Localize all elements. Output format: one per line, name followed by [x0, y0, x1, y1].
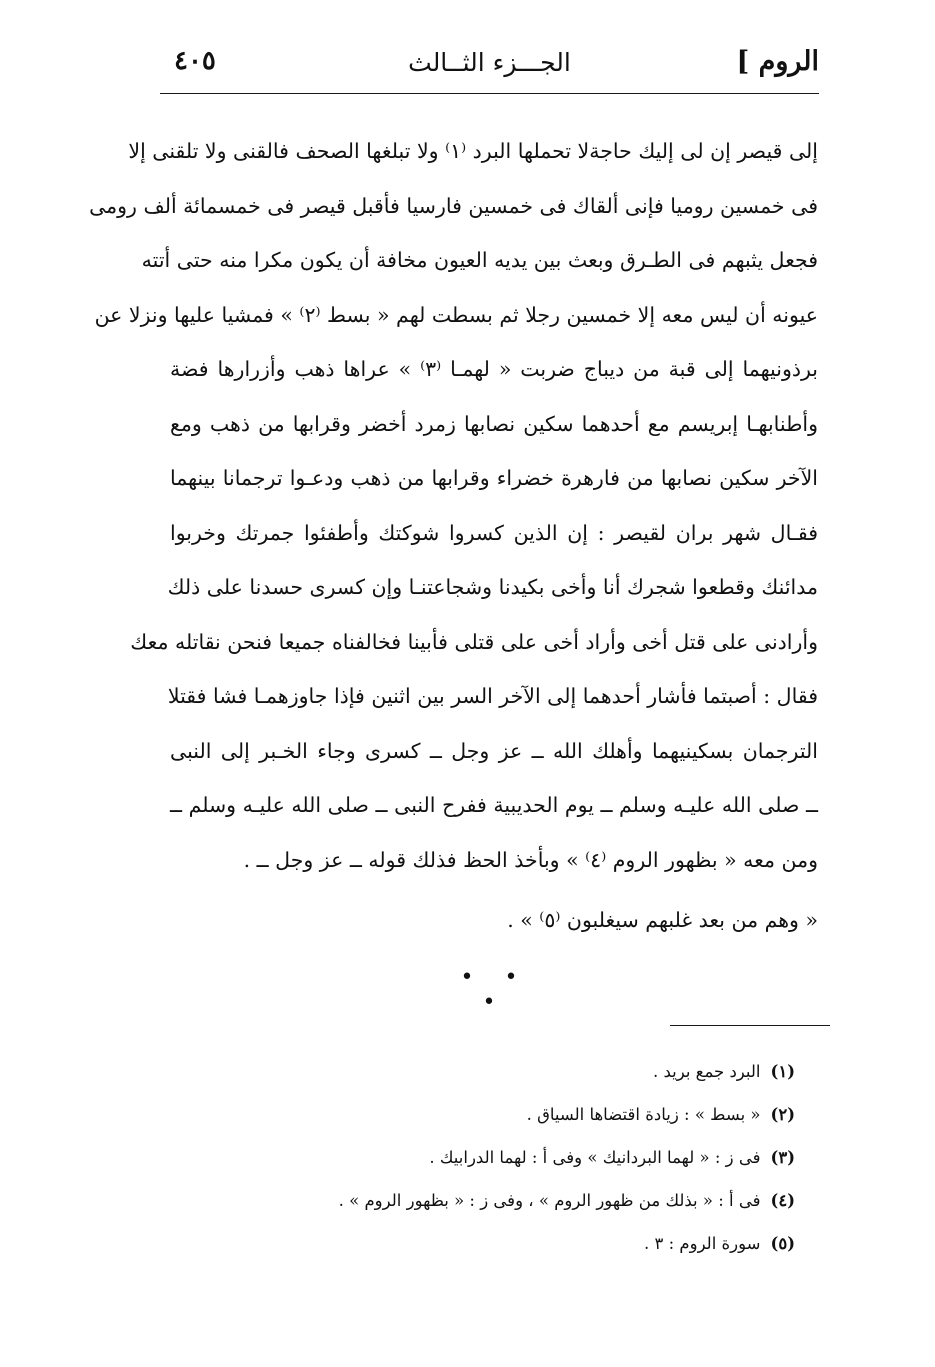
text-line: عيونه أن ليس معه إلا خمسين رجلا ثم بسطت لهم « بسط ⁽٢⁾ » فمشيا عليها ونزلا عن	[94, 302, 818, 327]
text-line: فقال : أصبتما فأشار أحدهما إلى الآخر السر بين اثنين فإذا جاوزهمـا فشا فقتلا	[167, 684, 818, 708]
text-line: الآخر سكين نصابها من فارهرة خضراء وقرابها من ذهب ودعـوا ترجمانا بينهما	[170, 466, 818, 490]
text-line: فقـال شهر بران لقيصر : إن الذين كسروا شوكتك وأطفئوا جمرتك وخربوا	[170, 520, 818, 545]
text-line: ومن معه « بظهور الروم ⁽٤⁾ » وبأخذ الحظ فذلك قوله ــ عز وجل ــ .	[243, 847, 818, 872]
text-line: وأطنابهـا إبريسم مع أحدهما سكين نصابها زمرد أخضر وقرابها من ذهب ومع	[170, 411, 818, 436]
footnote-number: (٢)	[770, 1105, 795, 1124]
part-title: الجـــزء الثــالث	[408, 48, 571, 77]
section-separator: • • •	[460, 965, 530, 1015]
footnote-text: فى أ : « بذلك من ظهور الروم » ، وفى ز : « بظهور الروم » .	[338, 1191, 761, 1210]
text-line: ــ صلى الله عليـه وسلم ــ يوم الحديبية ففرح النبى ــ صلى الله عليـه وسلم ــ	[170, 793, 818, 817]
footnote-rule	[670, 1025, 830, 1026]
footnote	[175, 1224, 795, 1267]
page-number: ٤٠٥	[174, 46, 216, 76]
running-header	[160, 42, 819, 94]
footnote-number: (٣)	[770, 1148, 795, 1167]
text-line: مدائنك وقطعوا شجرك أنا وأخى بكيدنا وشجاعتنـا وإن كسرى حسدنا على ذلك	[167, 575, 818, 599]
footnote	[175, 1181, 795, 1224]
footnotes	[175, 1052, 795, 1267]
header-rule	[160, 93, 819, 94]
text-line: فى خمسين روميا فإنى ألقاك فى خمسين فارسيا فأقبل قيصر فى خمسمائة ألف رومى	[89, 193, 818, 218]
footnote-text: سورة الروم : ٣ .	[643, 1234, 761, 1253]
footnote	[175, 1052, 795, 1095]
footnote-number: (١)	[770, 1062, 795, 1081]
chapter-title: الروم ]	[736, 46, 819, 77]
text-line: إلى قيصر إن لى إليك حاجةلا تحملها البرد ⁽١⁾ ولا تبلغها الصحف فالقنى ولا تلقنى إلا	[128, 139, 818, 163]
footnote-number: (٥)	[770, 1234, 795, 1253]
quran-verse: « وهم من بعد غلبهم سيغلبون ⁽٥⁾ » .	[507, 908, 818, 932]
text-line: فجعل يثبهم فى الطـرق وبعث بين يديه العيون مخافة أن يكون مكرا منه حتى أتته	[141, 248, 818, 272]
footnote-number: (٤)	[770, 1191, 795, 1210]
text-line: برذونيهما إلى قبة من ديباج ضربت « لهمـا ⁽٣⁾ » عراها ذهب وأزرارها فضة	[170, 357, 818, 381]
footnote-text: « بسط » : زيادة اقتضاها السياق .	[526, 1105, 761, 1124]
footnote-text: البرد جمع بريد .	[653, 1062, 761, 1081]
footnote	[175, 1095, 795, 1138]
text-line: الترجمان بسكينيهما وأهلك الله ــ عز وجل ــ كسرى وجاء الخـبر إلى النبى	[170, 738, 818, 763]
text-line: وأرادنى على قتل أخى وأراد أخى على قتلى فأبينا فخالفناه جميعا فنحن نقاتله معك	[130, 629, 818, 654]
footnote-text: فى ز : « لهما البردانيك » وفى أ : لهما الدرابيك .	[429, 1148, 761, 1167]
main-text	[89, 128, 818, 891]
footnote	[175, 1138, 795, 1181]
